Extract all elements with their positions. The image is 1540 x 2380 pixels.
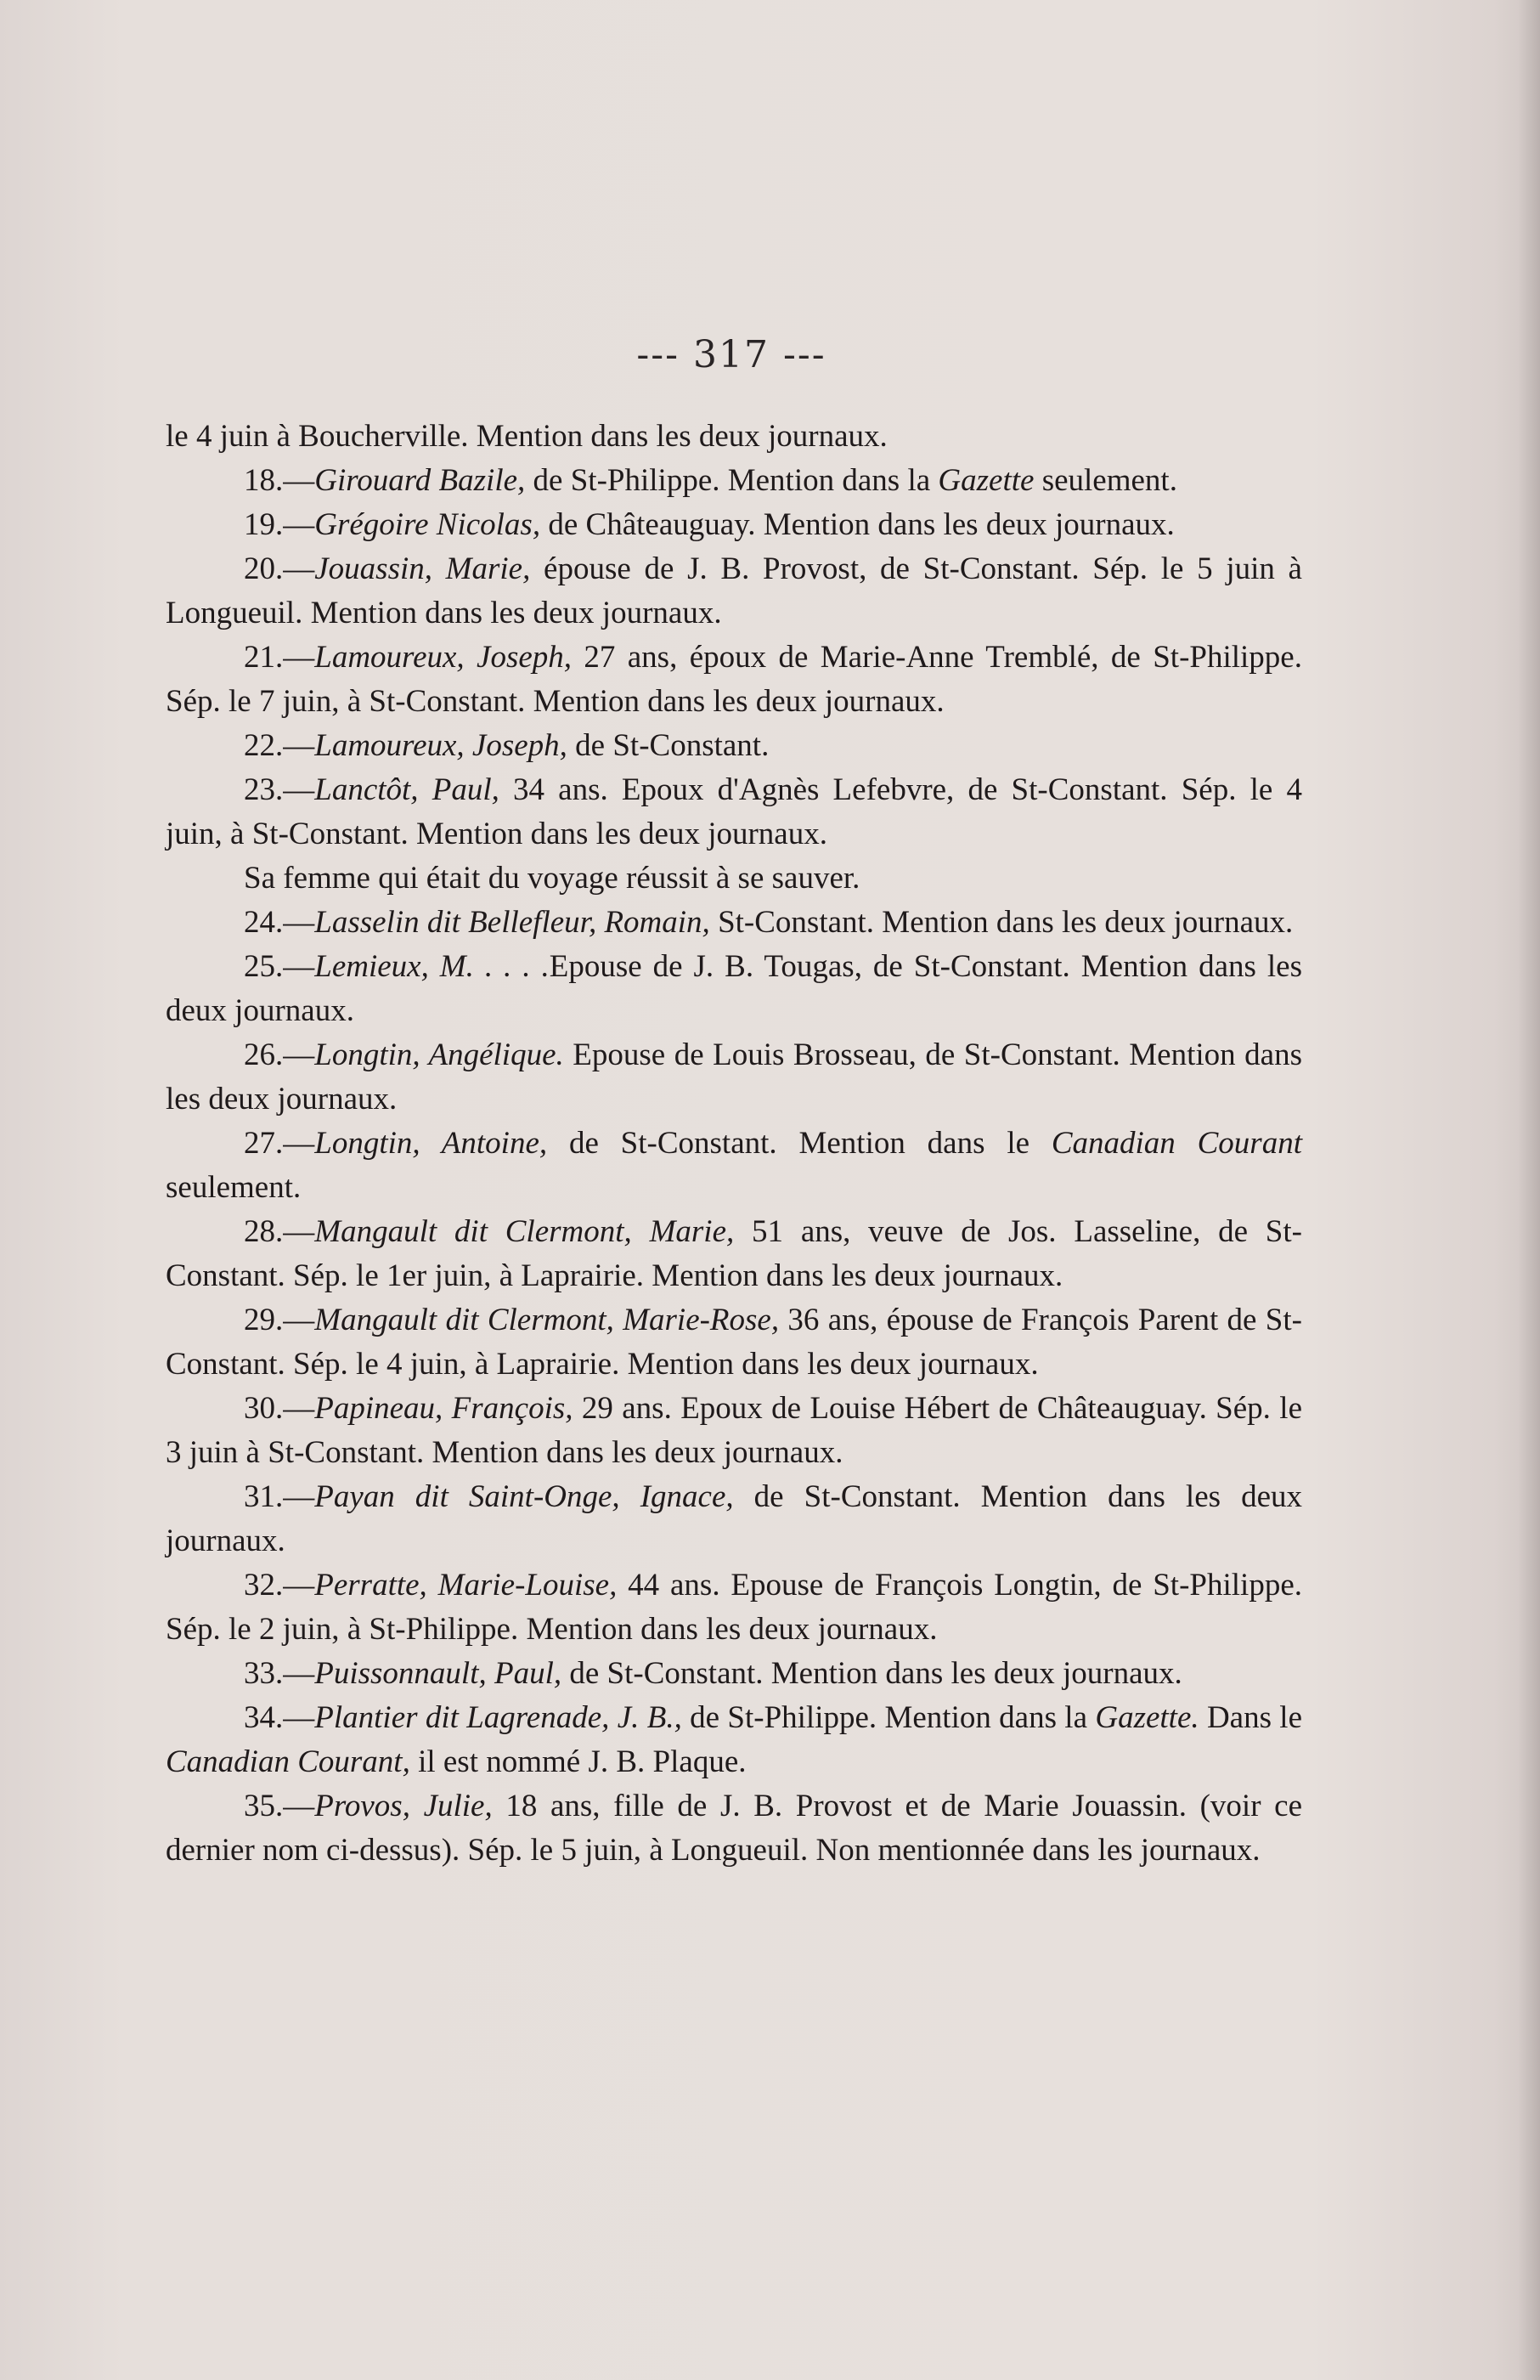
entry-name: Lasselin dit Bellefleur, Romain,: [314, 905, 710, 940]
entry-name: Papineau, François,: [314, 1391, 573, 1426]
entry-number: 24.—: [244, 905, 315, 940]
entry-name: Jouassin, Marie,: [314, 551, 531, 586]
entry-name: Longtin, Antoine,: [314, 1126, 548, 1161]
entry-emphasis: Gazette: [938, 463, 1035, 498]
entry-text: de St-Philippe. Mention dans la: [681, 1700, 1096, 1735]
entry-18: [166, 459, 1302, 503]
entry-number: 29.—: [244, 1303, 315, 1337]
entry-name: Lamoureux, Joseph,: [314, 728, 567, 763]
entry-text: de St-Constant. Mention dans les deux journaux.: [561, 1656, 1182, 1691]
entry-number: 33.—: [244, 1656, 315, 1691]
entry-number: 31.—: [244, 1479, 315, 1514]
page-edge-shadow: [1518, 0, 1540, 2380]
entry-name: Lemieux, M. . . . .: [314, 949, 550, 984]
entry-19: [166, 503, 1302, 547]
entry-text: 18 ans, fille de J. B. Provost et de Marie Jouassin. (voir ce dernier nom ci-dessus). Sép. le 5 juin, à Longueuil. Non mentionnée dans les journaux.: [166, 1789, 1302, 1868]
entry-text: 29 ans. Epoux de Louise Hébert de Châteauguay. Sép. le 3 juin à St-Constant. Mention dans les deux journaux.: [166, 1391, 1303, 1470]
entry-number: 19.—: [244, 507, 315, 542]
entry-name: Mangault dit Clermont, Marie,: [314, 1214, 735, 1249]
entry-text: 36 ans, épouse de François Parent de St-Constant. Sép. le 4 juin, à Laprairie. Mention dans les deux journaux.: [166, 1303, 1302, 1382]
entry-name: Girouard Bazile,: [314, 463, 526, 498]
entry-text: St-Constant. Mention dans les deux journaux.: [709, 905, 1294, 940]
entry-name: Longtin, Angélique.: [314, 1037, 564, 1072]
entry-text: de St-Constant. Mention dans le: [547, 1126, 1052, 1161]
entry-text: 34 ans. Epoux d'Agnès Lefebvre, de St-Constant. Sép. le 4 juin, à St-Constant. Mention dans les deux journaux.: [166, 772, 1302, 851]
entry-emphasis: Canadian Courant,: [166, 1744, 410, 1779]
entry-30: [166, 1387, 1302, 1475]
entry-33: [166, 1652, 1302, 1696]
entry-27: [166, 1122, 1302, 1210]
entry-name: Perratte, Marie-Louise,: [314, 1568, 618, 1603]
entry-text: de St-Philippe. Mention dans la: [525, 463, 939, 498]
entry-25: [166, 945, 1302, 1033]
entry-23-note: [166, 856, 1302, 901]
entry-21: [166, 636, 1302, 724]
entry-24: [166, 901, 1302, 945]
entry-emphasis: Gazette.: [1095, 1700, 1199, 1735]
entry-name: Puissonnault, Paul,: [314, 1656, 562, 1691]
entry-number: 25.—: [244, 949, 315, 984]
entry-20: [166, 547, 1302, 636]
entry-number: 20.—: [244, 551, 315, 586]
entry-name: Mangault dit Clermont, Marie-Rose,: [314, 1303, 780, 1337]
entry-number: 23.—: [244, 772, 315, 807]
entry-number: 30.—: [244, 1391, 315, 1426]
entry-text: Sa femme qui était du voyage réussit à se sauver.: [244, 861, 860, 896]
continuation-line: le 4 juin à Boucherville. Mention dans les deux journaux.: [166, 419, 888, 454]
entry-text: Epouse de Louis Brosseau, de St-Constant. Mention dans les deux journaux.: [166, 1037, 1302, 1117]
entry-number: 34.—: [244, 1700, 315, 1735]
entry-name: Lamoureux, Joseph,: [314, 640, 573, 675]
entry-34: [166, 1696, 1302, 1784]
entry-number: 32.—: [244, 1568, 315, 1603]
entry-number: 18.—: [244, 463, 315, 498]
entry-35: [166, 1784, 1302, 1873]
entry-name: Lanctôt, Paul,: [314, 772, 499, 807]
entry-tail: seulement.: [1034, 463, 1177, 498]
entry-number: 28.—: [244, 1214, 315, 1249]
entry-31: [166, 1475, 1302, 1563]
entry-text: 51 ans, veuve de Jos. Lasseline, de St-Constant. Sép. le 1er juin, à Laprairie. Mention dans les deux journaux.: [166, 1214, 1302, 1293]
entry-26: [166, 1033, 1302, 1122]
body-text: [166, 415, 1302, 1873]
entry-name: Grégoire Nicolas,: [314, 507, 541, 542]
entry-emphasis: Canadian Courant: [1051, 1126, 1302, 1161]
entry-text: de St-Constant.: [567, 728, 770, 763]
entry-23: [166, 768, 1302, 856]
entry-28: [166, 1210, 1302, 1298]
entry-32: [166, 1563, 1302, 1652]
entry-tail: seulement.: [166, 1170, 302, 1205]
entry-29: [166, 1298, 1302, 1387]
entry-number: 35.—: [244, 1789, 315, 1823]
entry-name: Plantier dit Lagrenade, J. B.,: [314, 1700, 682, 1735]
entry-text: épouse de J. B. Provost, de St-Constant. Sép. le 5 juin à Longueuil. Mention dans les deux journaux.: [166, 551, 1302, 630]
entry-text: 44 ans. Epouse de François Longtin, de St-Philippe. Sép. le 2 juin, à St-Philippe. Mention dans les deux journaux.: [166, 1568, 1302, 1647]
entry-name: Payan dit Saint-Onge, Ignace,: [314, 1479, 734, 1514]
entry-text: de St-Constant. Mention dans les deux journaux.: [166, 1479, 1302, 1558]
entry-number: 21.—: [244, 640, 315, 675]
entry-tail: il est nommé J. B. Plaque.: [409, 1744, 747, 1779]
entry-number: 26.—: [244, 1037, 315, 1072]
entry-22: [166, 724, 1302, 768]
entry-text: Epouse de J. B. Tougas, de St-Constant. Mention dans les deux journaux.: [166, 949, 1302, 1028]
page-number: --- 317 ---: [636, 333, 826, 376]
entry-number: 22.—: [244, 728, 315, 763]
entry-text: 27 ans, époux de Marie-Anne Tremblé, de St-Philippe. Sép. le 7 juin, à St-Constant. Mention dans les deux journaux.: [166, 640, 1302, 719]
entry-tail: Dans le: [1199, 1700, 1303, 1735]
entry-name: Provos, Julie,: [314, 1789, 493, 1823]
entry-text: de Châteauguay. Mention dans les deux journaux.: [540, 507, 1175, 542]
entry-number: 27.—: [244, 1126, 315, 1161]
